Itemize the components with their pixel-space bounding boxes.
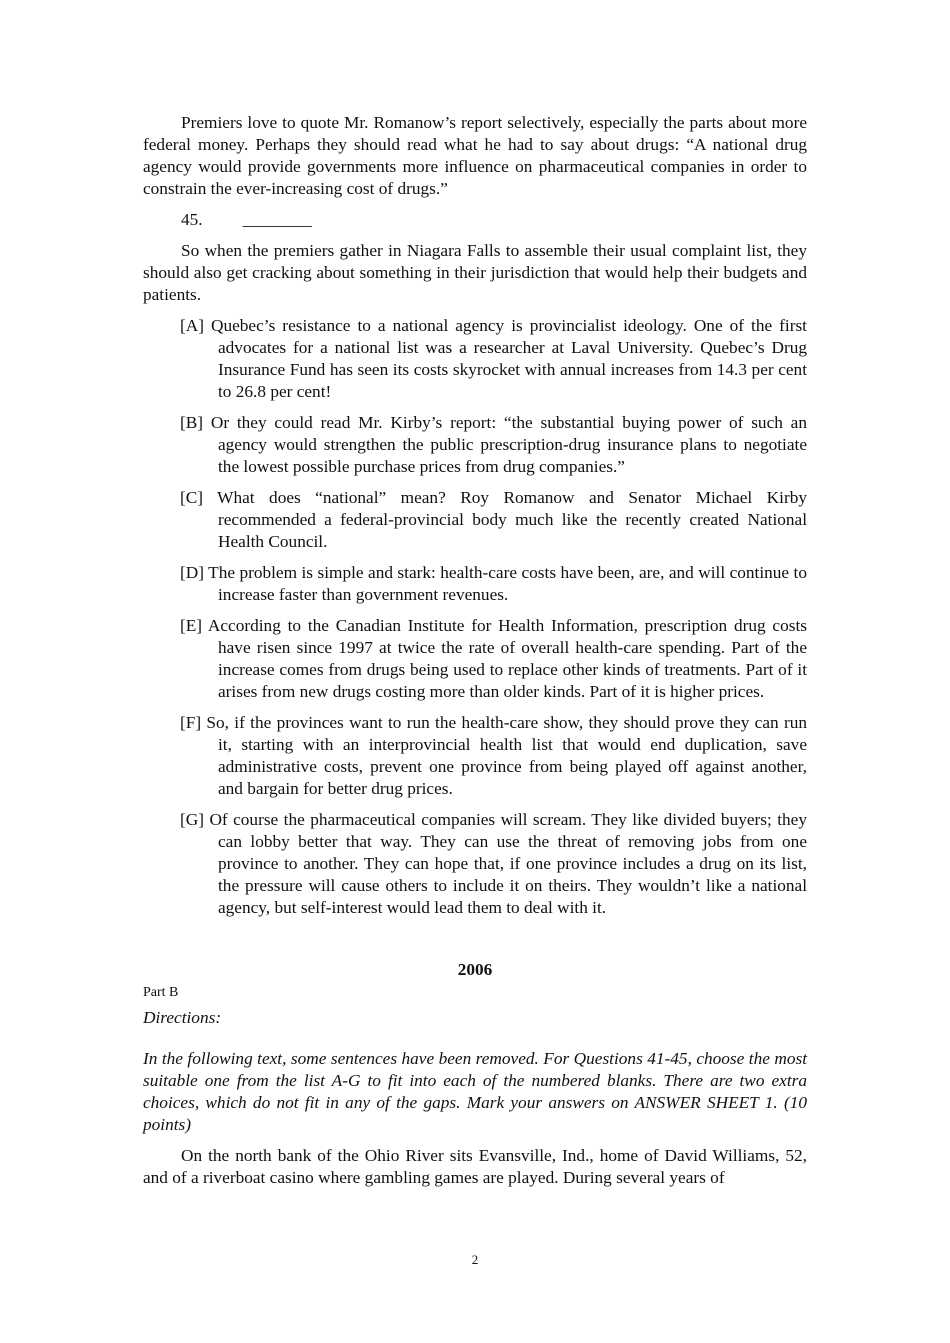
option-f: [F] So, if the provinces want to run the health-care show, they should prove they can run it, starting with an interprovincial health list that would end duplication, save administrative costs, prevent one province from being played off against another, and bargain for better drug prices. [180, 713, 807, 798]
directions-text: In the following text, some sentences have been removed. For Questions 41-45, choose the most suitable one from the list A-G to fit into each of the numbered blanks. There are two extra choices, which do not fit in any of the gaps. Mark your answers on ANSWER SHEET 1. (10 points) [143, 1049, 807, 1134]
option-b: [B] Or they could read Mr. Kirby’s report: “the substantial buying power of such an agency would strengthen the public prescription-drug insurance plans to negotiate the lowest possible purchase prices from drug companies.” [180, 413, 807, 476]
page-number: 2 [471, 1252, 479, 1267]
paragraph-romanow: Premiers love to quote Mr. Romanow’s report selectively, especially the parts about more federal money. Perhaps they should read what he had to say about drugs: “A national drug agency would provide governments more influence on pharmaceutical companies in order to constrain the ever-increasing cost of drugs.” [143, 113, 807, 198]
paragraph-evansville: On the north bank of the Ohio River sits Evansville, Ind., home of David Williams, 52, and of a riverboat casino where gambling games are played. During several years of [143, 1146, 807, 1187]
option-d: [D] The problem is simple and stark: health-care costs have been, are, and will continue to increase faster than government revenues. [180, 563, 807, 604]
question-45-line [143, 209, 807, 231]
option-c: [C] What does “national” mean? Roy Romanow and Senator Michael Kirby recommended a federal-provincial body much like the recently created National Health Council. [180, 488, 807, 551]
option-g: [G] Of course the pharmaceutical companies will scream. They like divided buyers; they can lobby better that way. They can use the threat of removing jobs from one province to another. They can hope that, if one province includes a drug on its list, the pressure will cause others to include it on theirs. They wouldn’t like a national agency, but self-interest would lead them to deal with it. [180, 810, 807, 917]
question-blank: ________ [242, 210, 312, 229]
option-list [180, 315, 807, 919]
question-number: 45. [181, 210, 203, 229]
option-a: [A] Quebec’s resistance to a national agency is provincialist ideology. One of the first advocates for a national list was a researcher at Laval University. Quebec’s Drug Insurance Fund has seen its costs skyrocket with annual increases from 14.3 per cent to 26.8 per cent! [180, 316, 807, 401]
section-year-heading: 2006 [457, 960, 493, 979]
directions-label: Directions: [143, 1008, 222, 1027]
document-page [143, 112, 807, 1189]
paragraph-niagara: So when the premiers gather in Niagara Falls to assemble their usual complaint list, they should also get cracking about something in their jurisdiction that would help their budgets and patients. [143, 241, 807, 304]
option-e: [E] According to the Canadian Institute for Health Information, prescription drug costs have risen since 1997 at twice the rate of overall health-care spending. Part of the increase comes from drugs being used to replace other kinds of treatments. Part of it arises from new drugs costing more than older kinds. Part of it is higher prices. [180, 616, 807, 701]
part-label: Part B [143, 985, 179, 1000]
